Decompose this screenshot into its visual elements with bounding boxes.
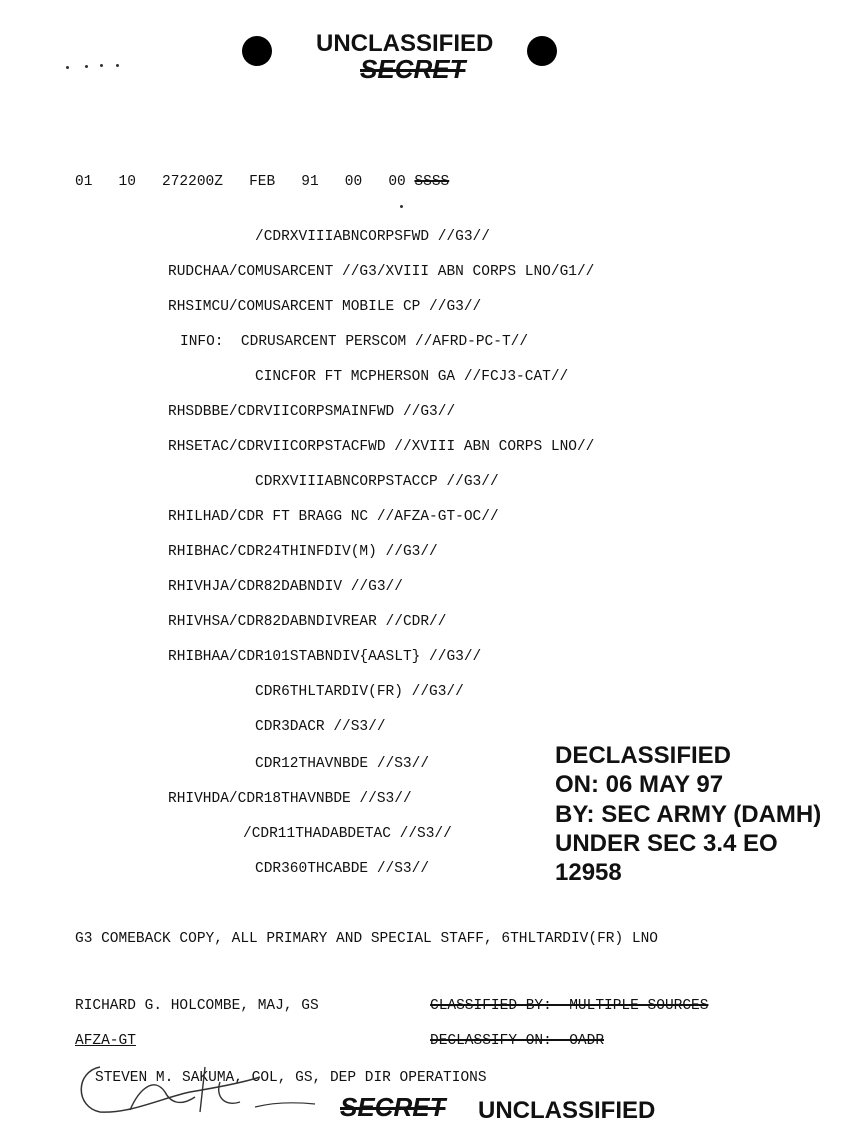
addressee-line: CDR12THAVNBDE //S3//	[255, 756, 430, 772]
classified-by: CLASSIFIED BY: MULTIPLE SOURCES	[430, 998, 709, 1014]
addressee-line: CDRXVIIIABNCORPSTACCP //G3//	[255, 474, 499, 490]
addressee-line: CDR6THLTARDIV(FR) //G3//	[255, 684, 464, 700]
scan-speck	[66, 66, 69, 69]
scan-speck	[100, 64, 103, 67]
old-classification-bottom: SECRET	[340, 1092, 446, 1122]
addressee-line: RHSDBBE/CDRVIICORPSMAINFWD //G3//	[168, 404, 456, 420]
msg-field: FEB	[249, 174, 276, 190]
addressee-line: RHSIMCU/COMUSARCENT MOBILE CP //G3//	[168, 299, 482, 315]
scan-speck	[116, 64, 119, 67]
scan-speck	[400, 205, 403, 208]
addressee-line: CDR3DACR //S3//	[255, 719, 386, 735]
addressee-line: RUDCHAA/COMUSARCENT //G3/XVIII ABN CORPS LNO/G1//	[168, 264, 595, 280]
old-classification-top: SECRET	[360, 54, 466, 84]
msg-field: 01	[75, 174, 93, 190]
addressee-line: RHIBHAA/CDR101STABNDIV{AASLT} //G3//	[168, 649, 482, 665]
stamp-line: BY: SEC ARMY (DAMH)	[555, 801, 822, 828]
addressee-line: RHIVHDA/CDR18THAVNBDE //S3//	[168, 791, 412, 807]
addressee-line: RHIVHSA/CDR82DABNDIVREAR //CDR//	[168, 614, 447, 630]
addressee-line: /CDRXVIIIABNCORPSFWD //G3//	[255, 229, 490, 245]
addressee-line: RHILHAD/CDR FT BRAGG NC //AFZA-GT-OC//	[168, 509, 499, 525]
signature-icon	[70, 1052, 370, 1122]
addressee-line: INFO: CDRUSARCENT PERSCOM //AFRD-PC-T//	[180, 334, 529, 350]
declassify-on: DECLASSIFY ON: OADR	[430, 1033, 605, 1049]
msg-field: 00	[344, 174, 363, 190]
message-header-line	[75, 158, 501, 190]
addressee-line: RHIBHAC/CDR24THINFDIV(M) //G3//	[168, 544, 438, 560]
stamp-line: UNDER SEC 3.4 EO	[555, 830, 778, 857]
struck-precedence: SSSS	[414, 174, 450, 190]
scan-speck	[85, 65, 88, 68]
msg-field: 00	[388, 174, 406, 190]
originator: RICHARD G. HOLCOMBE, MAJ, GS	[75, 998, 319, 1014]
office-symbol: AFZA-GT	[75, 1033, 136, 1049]
addressee-line: RHIVHJA/CDR82DABNDIV //G3//	[168, 579, 403, 595]
addressee-line: CINCFOR FT MCPHERSON GA //FCJ3-CAT//	[255, 369, 569, 385]
approver: STEVEN M. SAKUMA, COL, GS, DEP DIR OPERATIONS	[95, 1070, 487, 1086]
classification-bottom: UNCLASSIFIED	[478, 1097, 656, 1124]
stamp-line: DECLASSIFIED	[555, 742, 732, 769]
msg-field: 10	[118, 174, 136, 190]
classification-dot-left	[242, 36, 272, 66]
msg-field: 91	[301, 174, 319, 190]
addressee-line: RHSETAC/CDRVIICORPSTACFWD //XVIII ABN CORPS LNO//	[168, 439, 595, 455]
msg-field: 272200Z	[162, 174, 223, 190]
addressee-line: CDR360THCABDE //S3//	[255, 861, 430, 877]
classification-top: UNCLASSIFIED	[316, 30, 494, 57]
classification-dot-right	[527, 36, 557, 66]
distribution-line: G3 COMEBACK COPY, ALL PRIMARY AND SPECIAL STAFF, 6THLTARDIV(FR) LNO	[75, 931, 658, 947]
stamp-line: ON: 06 MAY 97	[555, 771, 724, 798]
addressee-line: /CDR11THADABDETAC //S3//	[243, 826, 452, 842]
stamp-line: 12958	[555, 859, 622, 886]
